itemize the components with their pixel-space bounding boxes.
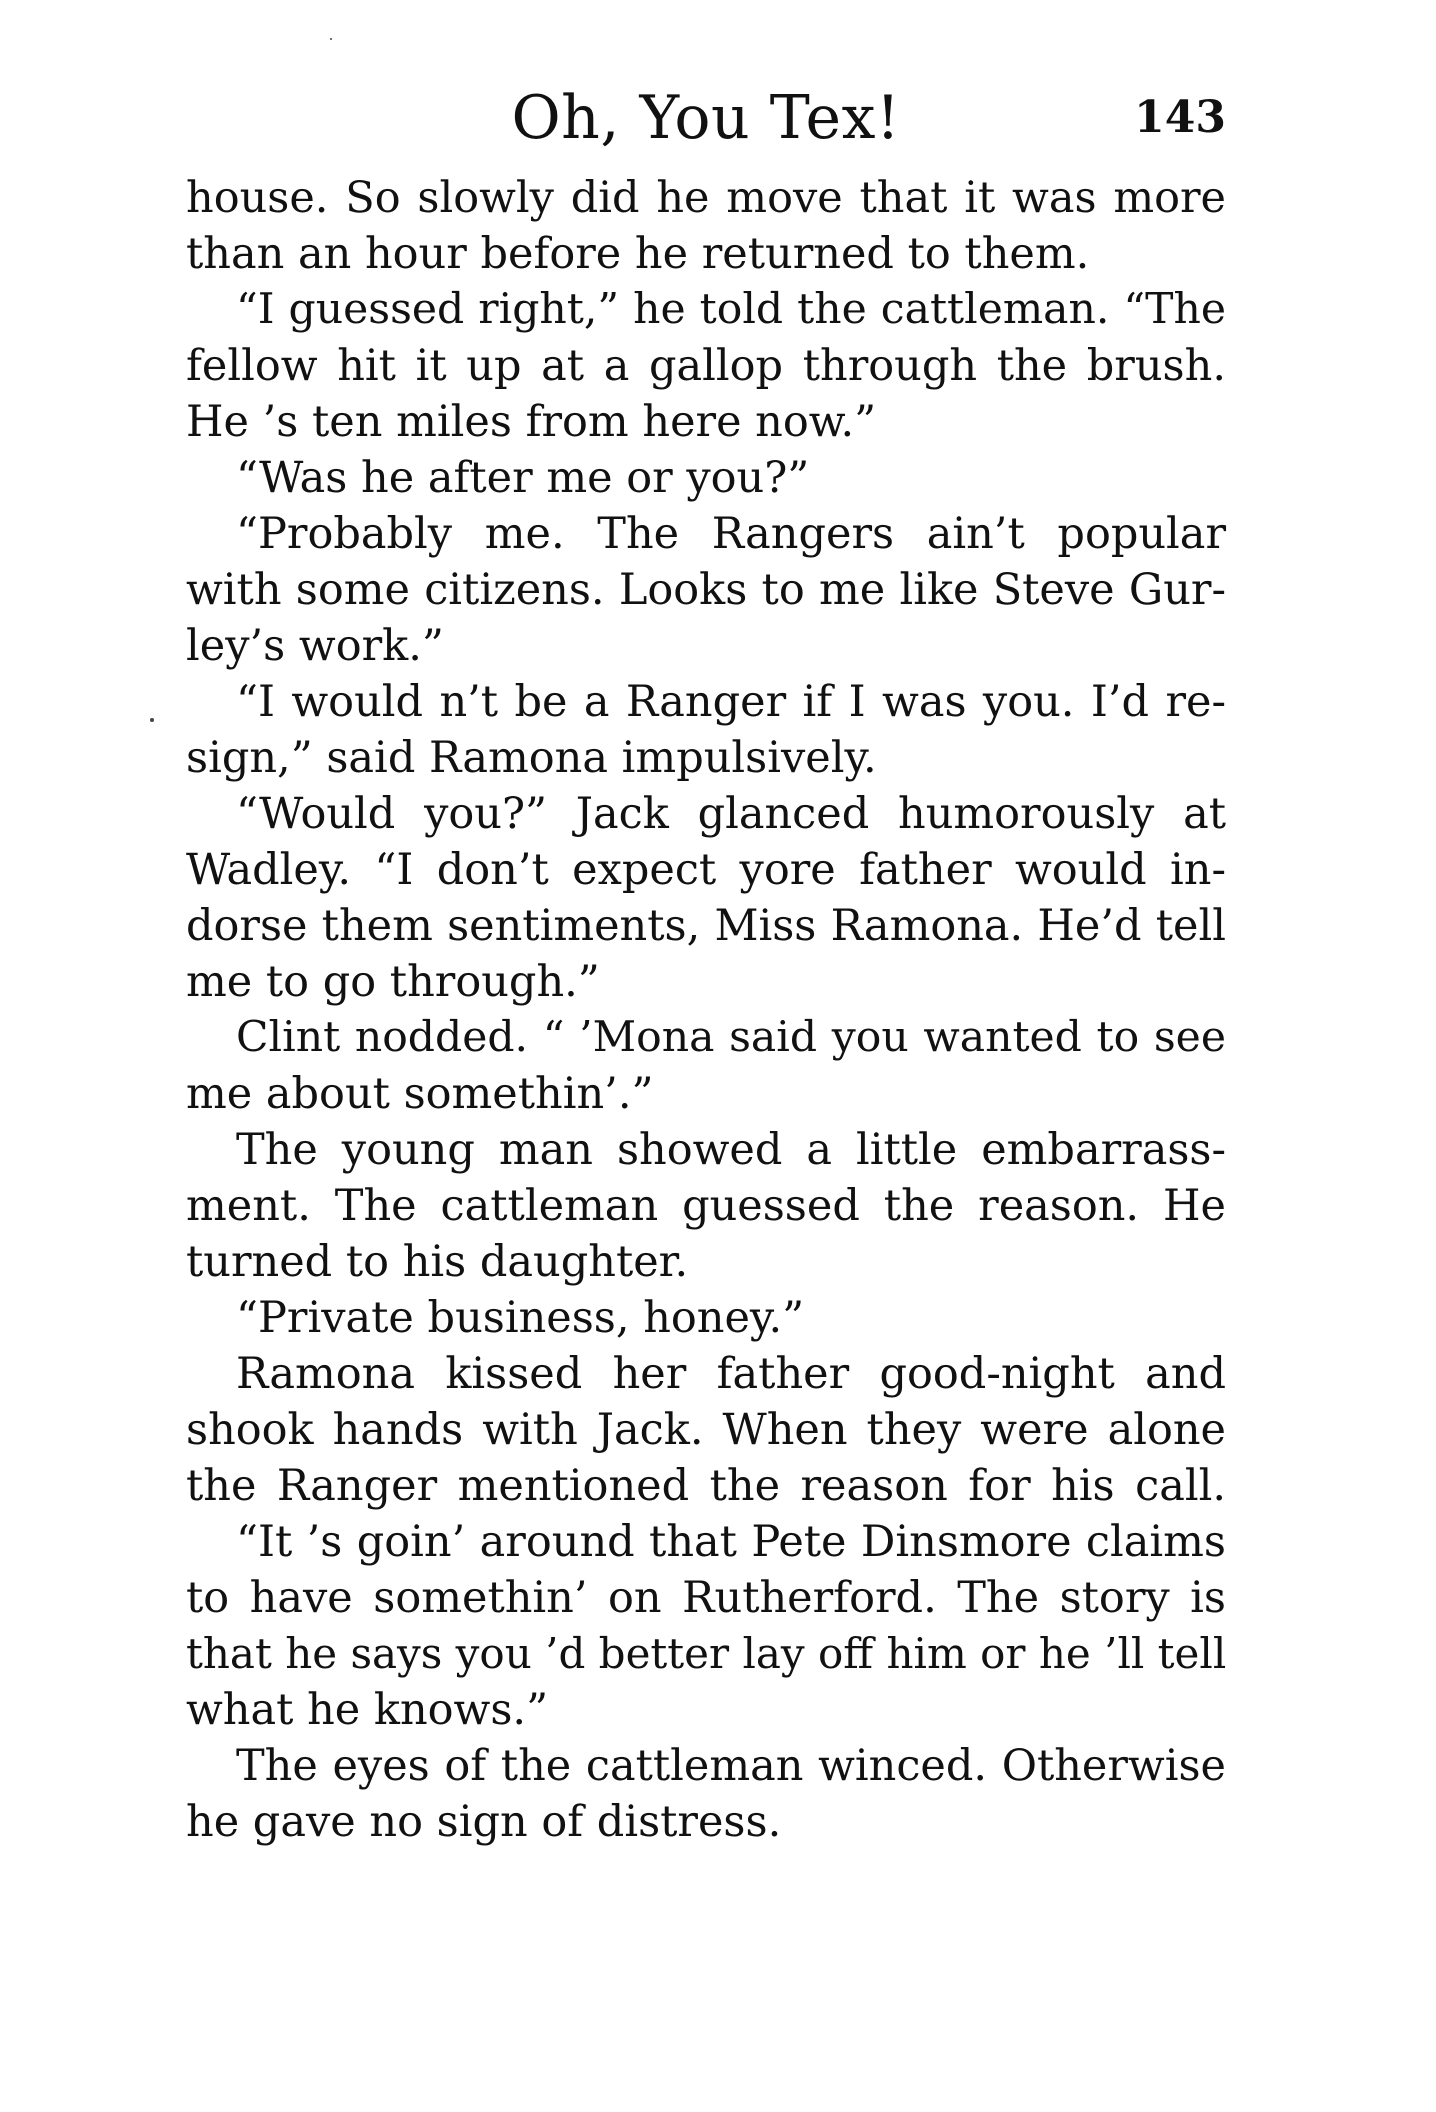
text-line: he gave no sign of distress. <box>186 1797 782 1847</box>
text-line: “Was he after me or you?” <box>236 453 810 503</box>
text-line: shook hands with Jack. When they were alone <box>186 1405 1226 1455</box>
text-line: to have somethin’ on Rutherford. The story is <box>186 1573 1226 1623</box>
text-line: He ’s ten miles from here now.” <box>186 397 877 447</box>
text-line: that he says you ’d better lay off him or he ’ll tell <box>186 1629 1227 1678</box>
text-line: The eyes of the cattleman winced. Otherwise <box>236 1741 1226 1791</box>
text-line: “I would n’t be a Ranger if I was you. I’d re- <box>236 677 1226 727</box>
page-header <box>186 78 1226 158</box>
text-line: than an hour before he returned to them. <box>186 229 1090 279</box>
text-line: me to go through.” <box>186 957 600 1007</box>
text-line: ment. The cattleman guessed the reason. He <box>186 1181 1226 1231</box>
text-line: turned to his daughter. <box>186 1237 689 1287</box>
text-line: Ramona kissed her father good-night and <box>236 1349 1226 1399</box>
text-line: the Ranger mentioned the reason for his call. <box>186 1461 1226 1511</box>
text-line: Wadley. “I don’t expect yore father would in- <box>186 845 1226 895</box>
print-speck <box>330 38 332 40</box>
text-line: “Private business, honey.” <box>236 1293 805 1343</box>
text-line: ley’s work.” <box>186 621 444 671</box>
text-line: me about somethin’.” <box>186 1069 654 1119</box>
text-line: with some citizens. Looks to me like Steve Gur- <box>186 565 1226 615</box>
text-line: what he knows.” <box>186 1685 549 1735</box>
text-line: dorse them sentiments, Miss Ramona. He’d tell <box>186 901 1226 951</box>
text-line: “I guessed right,” he told the cattleman. “The <box>236 285 1226 334</box>
text-line: fellow hit it up at a gallop through the brush. <box>186 341 1226 391</box>
text-line: house. So slowly did he move that it was more <box>186 173 1226 223</box>
text-line: The young man showed a little embarrass- <box>236 1125 1226 1175</box>
text-line: “Probably me. The Rangers ain’t popular <box>236 509 1226 559</box>
print-speck <box>150 718 154 722</box>
running-title: Oh, You Tex! <box>511 83 901 153</box>
page-number: 143 <box>1134 92 1226 143</box>
text-line: “It ’s goin’ around that Pete Dinsmore claims <box>236 1517 1226 1567</box>
body-text <box>186 170 1226 1850</box>
text-line: sign,” said Ramona impulsively. <box>186 733 877 783</box>
text-line: “Would you?” Jack glanced humorously at <box>236 789 1226 839</box>
text-line: Clint nodded. “ ’Mona said you wanted to see <box>236 1013 1226 1062</box>
